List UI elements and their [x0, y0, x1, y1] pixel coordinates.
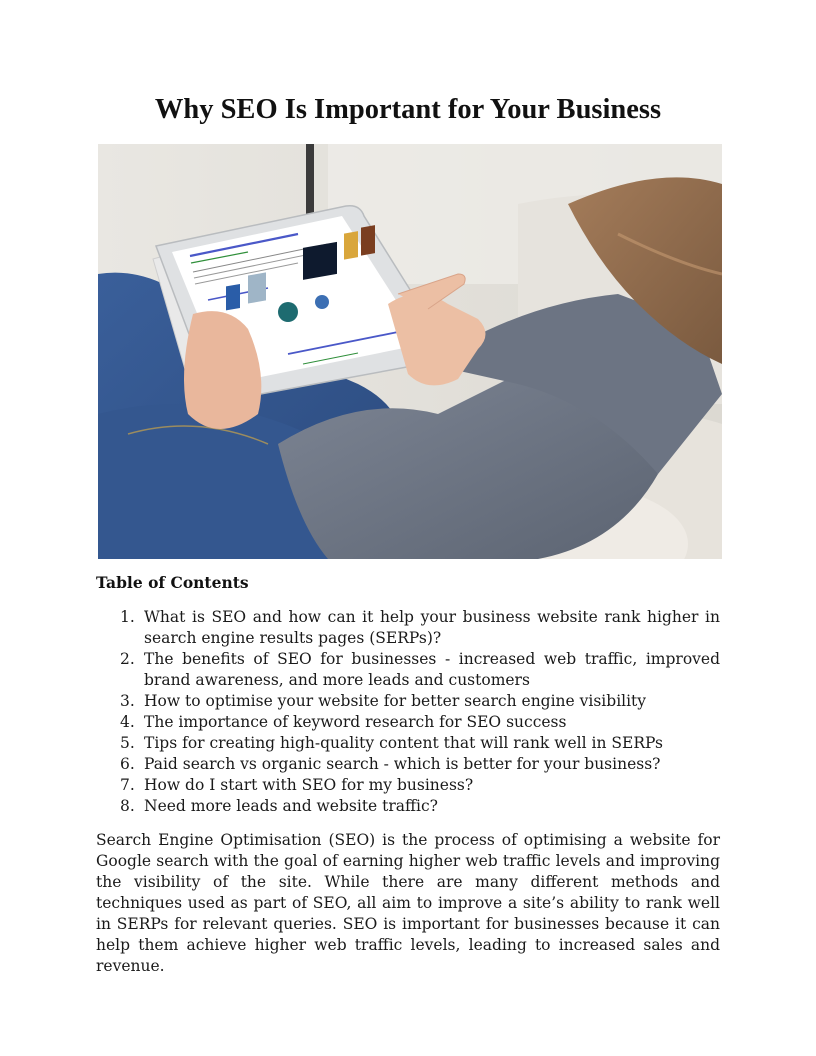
toc-item-3	[96, 691, 720, 712]
toc-item-number: 3.	[120, 692, 135, 710]
toc-item-5	[96, 733, 720, 754]
toc-item-2	[96, 649, 720, 691]
toc-item-number: 1.	[120, 608, 135, 626]
toc-item-8	[96, 796, 720, 817]
toc-item-text: How to optimise your website for better search engine visibility	[144, 692, 647, 710]
toc-heading: Table of Contents	[96, 573, 249, 592]
toc-item-text: Tips for creating high-quality content that will rank well in SERPs	[144, 734, 663, 752]
toc-item-4	[96, 712, 720, 733]
toc-item-number: 6.	[120, 755, 135, 773]
toc-item-text: The benefits of SEO for businesses - increased web traffic, improved brand awareness, and more leads and customers	[144, 650, 720, 689]
toc-list	[96, 607, 720, 817]
tablet-photo-illustration	[98, 144, 722, 559]
toc-item-number: 8.	[120, 797, 135, 815]
toc-item-number: 5.	[120, 734, 135, 752]
toc-item-text: Paid search vs organic search - which is better for your business?	[144, 755, 661, 773]
toc-item-text: Need more leads and website traffic?	[144, 797, 438, 815]
intro-paragraph: Search Engine Optimisation (SEO) is the process of optimising a website for Google search with the goal of earning higher web traffic levels and improving the visibility of the site. While there are many different methods and techniques used as part of SEO, all aim to improve a site’s ability to rank well in SERPs for relevant queries. SEO is important for businesses because it can help them achieve higher web traffic levels, leading to increased sales and revenue.	[96, 831, 720, 975]
toc-item-text: The importance of keyword research for SEO success	[144, 713, 567, 731]
toc-item-1	[96, 607, 720, 649]
page-title: Why SEO Is Important for Your Business	[154, 94, 662, 125]
toc-item-7	[96, 775, 720, 796]
toc-item-number: 2.	[120, 650, 135, 668]
hero-image	[98, 144, 722, 559]
toc-item-6	[96, 754, 720, 775]
toc-item-text: How do I start with SEO for my business?	[144, 776, 474, 794]
toc-item-number: 7.	[120, 776, 135, 794]
toc-item-number: 4.	[120, 713, 135, 731]
toc-item-text: What is SEO and how can it help your business website rank higher in search engine results pages (SERPs)?	[144, 608, 720, 647]
